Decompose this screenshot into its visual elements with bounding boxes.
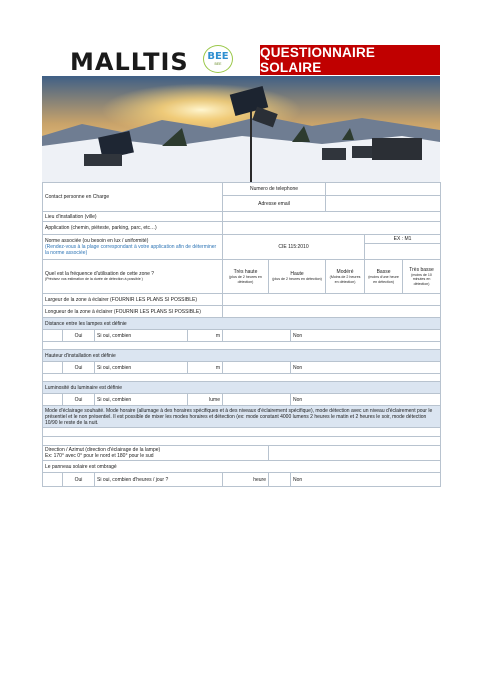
malltis-logo: MALLTIS (70, 48, 189, 76)
phone-value[interactable] (326, 183, 441, 196)
distance-si-oui: Si oui, combien (95, 330, 188, 342)
norm-value[interactable]: CIE 115:2010 (223, 235, 365, 260)
distance-oui[interactable]: Oui (63, 330, 95, 342)
frequency-hint: (Précisez vos estimation de la durée de détection à possible ) (45, 277, 143, 282)
shade-value[interactable] (269, 473, 291, 487)
freq-option-low[interactable]: Basse (moins d'une heure en détection) (365, 260, 403, 294)
freq-option-very-high[interactable]: Très haute (plus de 2 heures en détection) (223, 260, 269, 294)
norm-label-cell (43, 235, 223, 260)
shade-si-oui: Si oui, combien d'heures / jour ? (95, 473, 223, 487)
freq-option-high[interactable]: Haute (plus de 2 heures en détection) (269, 260, 326, 294)
luminosity-non[interactable]: Non (291, 394, 441, 406)
freq-option-very-low[interactable]: Très basse (moins de 10 minutes en détection) (403, 260, 441, 294)
email-value[interactable] (326, 196, 441, 212)
bee-logo (203, 45, 233, 73)
luminosity-oui[interactable]: Oui (63, 394, 95, 406)
page-title: QUESTIONNAIRE SOLAIRE (260, 45, 440, 75)
width-value[interactable] (223, 294, 441, 306)
distance-value[interactable] (223, 330, 291, 342)
luminosity-value[interactable] (223, 394, 291, 406)
distance-non[interactable]: Non (291, 330, 441, 342)
questionnaire-table (42, 182, 441, 487)
freq-option-moderate[interactable]: Modéré (Moins de 2 heures en détection) (326, 260, 365, 294)
length-value[interactable] (223, 306, 441, 318)
distance-section-title: Distance entre les lampes est définie (43, 318, 441, 330)
direction-value[interactable] (269, 446, 441, 461)
height-non[interactable]: Non (291, 362, 441, 374)
distance-unit: m (188, 330, 223, 342)
height-oui[interactable]: Oui (63, 362, 95, 374)
luminosity-unit: lume (188, 394, 223, 406)
height-si-oui: Si oui, combien (95, 362, 188, 374)
application-value[interactable] (223, 222, 441, 235)
application-label: Application (chemin, piéteste, parking, parc, etc…) (43, 222, 223, 235)
location-label: Lieu d'installation (ville) (43, 212, 223, 222)
norm-label: Norme associée (ou besoin en lux / uniformité) (45, 238, 149, 244)
lighting-mode-text: Mode d'éclairage souhaité. Mode horaire (allumage à des horaires spécifiques et à des niveaux d'éclairement spécifique), mode détection avec un niveau d'éclairement pour le présentiel et le non présentiel. Il est possible de mixer les modes horaires et détection (ex: mode constant 4000 lumens 2 heures le matin et 2 heures le soir, mode détection 10/90 le reste de la nuit. (43, 406, 441, 428)
phone-label: Numero de telephone (223, 183, 326, 196)
luminosity-si-oui: Si oui, combien (95, 394, 188, 406)
norm-example: EX : M1 (365, 235, 441, 244)
norm-hint: (Rendez-vous à la plage correspondant à votre application afin de déterminer la norme associée) (45, 244, 217, 256)
direction-label-cell (43, 446, 269, 461)
direction-example: Ex: 170° avec 0° pour le nord et 180° pour le sud (45, 453, 154, 459)
shade-section-title: Le panneau solaire est ombragé (43, 461, 441, 473)
luminosity-section-title: Luminosité du luminaire est définie (43, 382, 441, 394)
document-header (42, 45, 440, 75)
contact-label: Contact personne en Charge (43, 183, 223, 212)
solar-lamps-image (42, 76, 440, 182)
height-section-title: Hauteur d'installation est définie (43, 350, 441, 362)
width-label: Largeur de la zone à éclairer (FOURNIR LES PLANS SI POSSIBLE) (43, 294, 223, 306)
bee-logo-subtext: BEE (214, 62, 222, 66)
direction-label: Direction / Azimut (direction d'éclairage de la lampe) (45, 447, 161, 453)
lighting-mode-value[interactable] (43, 428, 441, 437)
shade-unit: heure (223, 473, 269, 487)
frequency-label: Quel est la fréquence d'utilisation de cette zone ? (45, 271, 155, 278)
length-label: Longueur de la zone à éclairer (FOURNIR LES PLANS SI POSSIBLE) (43, 306, 223, 318)
norm-extra[interactable] (365, 244, 441, 260)
solar-lamps-photo (42, 76, 440, 182)
shade-oui[interactable]: Oui (63, 473, 95, 487)
location-value[interactable] (223, 212, 441, 222)
bee-logo-text: BEE (207, 51, 229, 62)
height-unit: m (188, 362, 223, 374)
frequency-label-cell (43, 260, 223, 294)
email-label: Adresse email (223, 196, 326, 212)
shade-non[interactable]: Non (291, 473, 441, 487)
height-value[interactable] (223, 362, 291, 374)
